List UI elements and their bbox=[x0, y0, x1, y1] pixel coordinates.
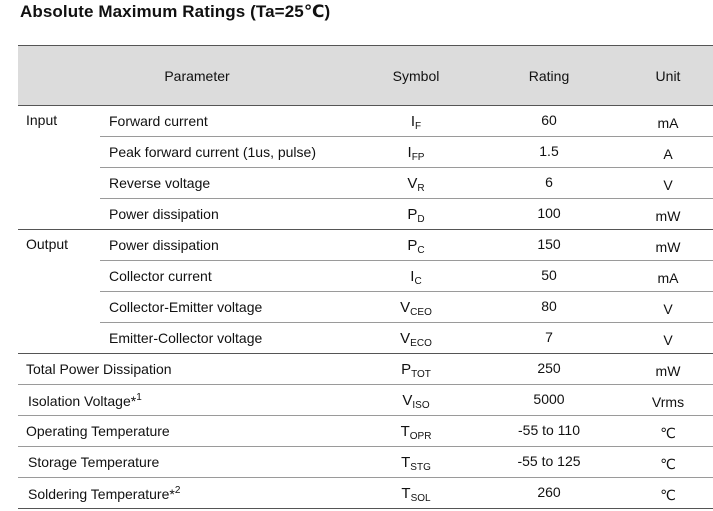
symbol-letter: I bbox=[410, 268, 415, 285]
unit-cell: V bbox=[663, 332, 673, 348]
row-divider bbox=[18, 384, 713, 385]
symbol-letter: I bbox=[410, 113, 416, 130]
symbol-letter: V bbox=[407, 175, 418, 192]
page-title: Absolute Maximum Ratings (Ta=25℃) bbox=[20, 2, 331, 21]
footnote-marker: 2 bbox=[174, 485, 181, 496]
table-row bbox=[18, 384, 713, 415]
footnote-marker: 1 bbox=[136, 392, 142, 403]
row-divider bbox=[100, 260, 713, 261]
header-unit: Unit bbox=[655, 68, 681, 84]
rating-cell: 250 bbox=[537, 360, 561, 376]
unit-cell: mA bbox=[657, 115, 679, 131]
unit-cell: A bbox=[663, 146, 673, 162]
symbol-letter: T bbox=[400, 423, 410, 440]
rating-cell: 1.5 bbox=[539, 143, 559, 159]
symbol-letter: P bbox=[401, 361, 412, 378]
unit-cell: Vrms bbox=[651, 394, 685, 410]
parameter-text: Collector-Emitter voltage bbox=[109, 299, 263, 315]
parameter-cell bbox=[109, 299, 262, 315]
symbol-letter: V bbox=[400, 330, 411, 347]
parameter-text: Total Power Dissipation bbox=[26, 361, 172, 377]
parameter-text: Isolation Voltage* bbox=[28, 393, 137, 409]
parameter-cell bbox=[28, 485, 180, 502]
header-rating: Rating bbox=[528, 68, 570, 84]
parameter-cell bbox=[109, 237, 219, 253]
symbol-letter: I bbox=[407, 144, 412, 161]
table-row bbox=[18, 446, 713, 477]
rating-cell: 60 bbox=[541, 112, 557, 128]
rating-cell: 80 bbox=[541, 298, 557, 314]
rating-cell: 6 bbox=[545, 174, 553, 190]
rating-cell: -55 to 125 bbox=[517, 453, 581, 469]
symbol-cell bbox=[410, 268, 421, 287]
row-divider bbox=[100, 291, 713, 292]
symbol-subscript: ECO bbox=[410, 338, 432, 349]
parameter-cell bbox=[28, 454, 159, 470]
symbol-cell bbox=[401, 361, 431, 380]
table-row bbox=[18, 322, 713, 353]
parameter-cell bbox=[109, 144, 316, 160]
table-row bbox=[18, 291, 713, 322]
group-label-output: Output bbox=[26, 236, 69, 252]
parameter-text: Peak forward current (1us, pulse) bbox=[109, 144, 316, 160]
table-row bbox=[18, 353, 713, 384]
symbol-letter: V bbox=[402, 392, 413, 409]
unit-cell: ℃ bbox=[660, 425, 676, 441]
parameter-text: Emitter-Collector voltage bbox=[109, 330, 263, 346]
rating-cell: -55 to 110 bbox=[517, 422, 581, 438]
symbol-subscript: OPR bbox=[409, 431, 432, 442]
parameter-text: Collector current bbox=[109, 268, 212, 284]
table-row bbox=[18, 167, 713, 198]
parameter-cell bbox=[26, 361, 172, 377]
symbol-subscript: CEO bbox=[410, 307, 432, 318]
symbol-cell bbox=[401, 423, 432, 442]
rating-cell: 150 bbox=[537, 236, 561, 252]
symbol-cell bbox=[408, 144, 425, 163]
parameter-text: Operating Temperature bbox=[26, 423, 170, 439]
symbol-cell bbox=[407, 237, 424, 256]
unit-cell: ℃ bbox=[660, 487, 676, 503]
row-divider bbox=[18, 477, 713, 478]
row-divider bbox=[18, 415, 713, 416]
unit-cell: mW bbox=[655, 363, 681, 379]
symbol-subscript: C bbox=[414, 276, 422, 287]
parameter-cell bbox=[109, 175, 210, 191]
parameter-cell bbox=[26, 423, 170, 439]
symbol-letter: T bbox=[401, 485, 411, 502]
symbol-cell bbox=[407, 175, 424, 194]
symbol-subscript: SOL bbox=[410, 493, 431, 504]
parameter-text: Reverse voltage bbox=[109, 175, 211, 191]
unit-cell: V bbox=[663, 301, 673, 317]
symbol-subscript: STG bbox=[410, 462, 431, 473]
unit-cell: mW bbox=[655, 208, 681, 224]
symbol-subscript: F bbox=[415, 121, 422, 132]
row-divider bbox=[100, 167, 713, 168]
symbol-subscript: TOT bbox=[411, 369, 431, 380]
rating-cell: 50 bbox=[541, 267, 557, 283]
row-divider bbox=[18, 353, 713, 354]
table-row bbox=[18, 229, 713, 260]
table-row bbox=[18, 198, 713, 229]
table-row bbox=[18, 260, 713, 291]
symbol-cell bbox=[407, 206, 424, 225]
header-symbol: Symbol bbox=[392, 68, 440, 84]
unit-cell: mA bbox=[657, 270, 679, 286]
symbol-subscript: C bbox=[417, 245, 425, 256]
table-header bbox=[18, 45, 713, 106]
symbol-cell bbox=[400, 299, 432, 318]
parameter-cell bbox=[109, 113, 208, 129]
table-row bbox=[18, 477, 713, 508]
rating-cell: 7 bbox=[545, 329, 553, 345]
parameter-cell bbox=[109, 268, 212, 284]
group-label-input: Input bbox=[26, 112, 58, 128]
row-divider bbox=[100, 322, 713, 323]
symbol-letter: T bbox=[401, 454, 411, 471]
row-divider bbox=[100, 136, 713, 137]
parameter-cell bbox=[109, 206, 219, 222]
symbol-letter: P bbox=[407, 206, 418, 223]
row-divider bbox=[18, 508, 713, 509]
table-row bbox=[18, 105, 713, 136]
parameter-cell bbox=[28, 392, 142, 409]
parameter-text: Power dissipation bbox=[109, 237, 219, 253]
symbol-cell bbox=[411, 113, 421, 132]
unit-cell: ℃ bbox=[660, 456, 676, 472]
unit-cell: V bbox=[663, 177, 673, 193]
rating-cell: 100 bbox=[537, 205, 561, 221]
symbol-letter: P bbox=[407, 237, 418, 254]
symbol-cell bbox=[401, 454, 431, 473]
row-divider bbox=[18, 446, 713, 447]
header-parameter: Parameter bbox=[164, 68, 230, 84]
symbol-subscript: R bbox=[417, 183, 425, 194]
table-row bbox=[18, 415, 713, 446]
parameter-text: Storage Temperature bbox=[28, 454, 160, 470]
parameter-text: Power dissipation bbox=[109, 206, 219, 222]
row-divider bbox=[100, 198, 713, 199]
symbol-subscript: D bbox=[417, 214, 425, 225]
rating-cell: 5000 bbox=[533, 391, 565, 407]
unit-cell: mW bbox=[655, 239, 681, 255]
table-row bbox=[18, 136, 713, 167]
symbol-letter: V bbox=[400, 299, 411, 316]
parameter-text: Forward current bbox=[109, 113, 208, 129]
symbol-cell bbox=[401, 485, 430, 504]
symbol-cell bbox=[402, 392, 429, 411]
symbol-subscript: FP bbox=[411, 152, 425, 163]
symbol-subscript: ISO bbox=[412, 400, 430, 411]
rating-cell: 260 bbox=[537, 484, 561, 500]
parameter-cell bbox=[109, 330, 262, 346]
parameter-text: Soldering Temperature* bbox=[28, 486, 175, 502]
symbol-cell bbox=[400, 330, 432, 349]
row-divider bbox=[18, 229, 713, 230]
